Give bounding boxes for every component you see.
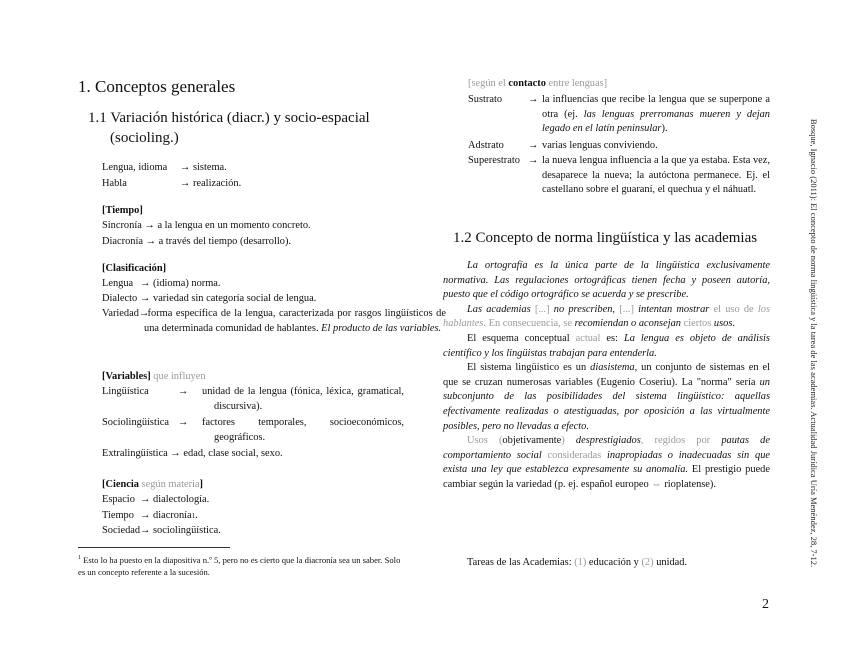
def-linguistica: unidad de la lengua (fónica, léxica, gramatical, discursiva).	[202, 386, 404, 412]
page-number: 2	[762, 597, 769, 612]
ciencia-heading-gray: según materia	[141, 479, 200, 490]
arrow: →	[140, 525, 151, 536]
def-diacronia: a través del tiempo (desarrollo).	[158, 236, 292, 247]
arrow: →	[170, 448, 181, 459]
paragraph-academias: Las academias [...] no prescriben, [...] intentan mostrar el uso de los hablantes. En consecuencia, se recomiendan o aconsejan ciertos usos.	[443, 303, 771, 330]
term-sociedad: Sociedad	[102, 525, 141, 536]
arrow: →	[145, 236, 156, 247]
arrow: →	[140, 278, 151, 289]
def-sincronia: a la lengua en un momento concreto.	[157, 220, 311, 231]
def-sociedad: sociolingüística.	[153, 525, 221, 536]
term-espacio: Espacio	[102, 494, 135, 505]
norma-text	[443, 259, 770, 493]
term-habla: Habla	[102, 178, 127, 189]
arrow: →	[528, 155, 539, 166]
ciencia-heading: [Ciencia	[102, 479, 139, 490]
tareas-line: Tareas de las Academias: (1) educación y (2) unidad.	[467, 557, 688, 568]
footnote-divider	[78, 547, 230, 548]
term-lengua: Lengua	[102, 278, 134, 289]
term-sustrato: Sustrato	[468, 94, 503, 105]
term-diacronia: Diacronía	[102, 236, 143, 247]
def-lengua: (idioma) norma.	[153, 278, 221, 289]
def-habla: realización.	[193, 178, 242, 189]
def-superestrato: la nueva lengua influencia a la que ya estaba. Esta vez, desaparece la nueva; la autóctona permanece. Ej. el castellano sobre el guaraní, el quechua y el náhuatl.	[542, 155, 770, 196]
variables-heading-gray: que influyen	[153, 371, 206, 382]
arrow: →	[178, 417, 189, 428]
paragraph-usos: Usos (objetivamente) desprestigiados, regidos por pautas de comportamiento social consideradas inapropiadas o inadecuadas sin que exista una ley que establezca expresamente su anomalía. El prestigio puede cambiar según la variedad (p. ej. español europeo ⇔ rioplatense).	[443, 435, 770, 490]
term-linguistica: Lingüística	[102, 386, 149, 397]
heading-1-2: 1.2 Concepto de norma lingüística y las academias	[453, 230, 758, 246]
def-variedad: forma específica de la lengua, caracterizada por rasgos lingüísticos de una determinada comunidad de hablantes.	[144, 308, 446, 334]
arrow: →	[528, 94, 539, 105]
term-dialecto: Dialecto	[102, 293, 138, 304]
variables-heading: [Variables]	[102, 371, 151, 382]
arrow: →	[180, 178, 191, 189]
arrow: →	[140, 510, 151, 521]
arrow: →	[180, 162, 191, 173]
paragraph-ortografia: La ortografía es la única parte de la lingüística exclusivamente normativa. Las regulaciones ortográficas tienen fecha y poseen autoría, puesto que el código ortográfico se acuerda y se prescribe.	[443, 260, 770, 301]
def-tiempo: diacronía	[153, 510, 192, 521]
term-tiempo: Tiempo	[102, 510, 134, 521]
term-adstrato: Adstrato	[468, 140, 504, 151]
tiempo-heading: [Tiempo]	[102, 205, 143, 216]
term-lengua-idioma: Lengua, idioma	[102, 162, 168, 173]
arrow: →	[178, 386, 189, 397]
footnote-mark: 1	[78, 555, 81, 561]
heading-1-1-text: 1.1 Variación histórica (diacr.) y socio-espacial (socioling.)	[88, 110, 370, 146]
footnote-text: Esto lo ha puesto en la diapositiva n.º 5, pero no es cierto que la diacronía sea un saber. Solo es un concepto referente a la sucesión.	[78, 554, 401, 577]
term-superestrato: Superestrato	[468, 155, 520, 166]
page: 1. Conceptos generales 1.1 Variación histórica (diacr.) y socio-espacial (socioling.) Lengua, idioma → sistema. Habla → realización. [Tiempo] Sincronía → a la lengua en un momento concreto. Diacronía → a través del tiempo (desarrollo). [Clasificación] Lengua → (idioma) norma. Dialecto → variedad sin categoría social de lengua. Variedad→ forma específica de la lengua, caracterizada por rasgos lingüísticos de una determinada comunidad de hablantes. El producto de las variables. [Variables] que influyen Lingüística → unidad de la lengua (fónica, léxica, gramatical, discursiva). Sociolingüística → factores temporales, socioeconómicos, geográficos. Extralingüística → edad, clase social, sexo. [Ciencia según materia] Espacio → dialectología. Tiempo → diacronía 1 . Sociedad → sociolingüística. $^1$ Esto lo ha puesto en la diapositiva n.º 5, pero no es cierto que la diacronía sea un saber. Solo es un concepto referente a la sucesión. [según el contacto entre lenguas] Sustrato → la influencias que recibe la lengua que se superpone a otra (ej. las lenguas prerromanas mueren y dejan legado en el latín peninsular). Adstrato → varias lenguas conviviendo. Superestrato → la nueva lengua influencia a la que ya estaba. Esta vez, desaparece la nueva; la autóctona permanece. Ej. el castellano sobre el guaraní, el quechua y el náhuatl. 1.2 Concepto de norma lingüística y las academias La ortografía es la única parte de la lingüística exclusivamente normativa. Las regulaciones ortográficas tienen fecha y poseen autoría, puesto que el código ortográfico se acuerda y se prescribe. Las academias [...] no prescriben, [...] intentan mostrar el uso de los hablantes. En consecuencia, se recomiendan o aconsejan ciertos usos. El esquema conceptual actual es: La lengua es objeto de análisis científico y los lingüistas trabajan para entenderla. El sistema lingüístico es un diasistema, un conjunto de sistemas en el que se cruzan numerosas variables (Eugenio Coseriu). La "norma" sería un subconjunto de las posibilidades del sistema lingüístico: aquellas efectivamente realizadas o atestiguadas, por oposición a las virtualmente posibles, pero no llevadas a efecto. Usos (objetivamente) desprestigiados, regidos por pautas de comportamiento social consideradas inapropiadas o inadecuadas sin que exista una ley que establezca expresamente su anomalía. El prestigio puede cambiar según la variedad (p. ej. español europeo ⇔ rioplatense). Tareas de las Academias: (1) educación y (2) unidad. 2 Bosque, Ignacio (2011): El concepto de norma lingüística y la tarea de las academias. Actualidad Jurídica Uría Menéndez, 28, 7-12.	[0, 0, 848, 655]
footnote-ref: 1	[191, 512, 196, 520]
def-adstrato: varias lenguas conviviendo.	[542, 140, 658, 151]
term-variedad: Variedad→	[102, 308, 150, 319]
clasificacion-heading: [Clasificación]	[102, 263, 167, 274]
def-sustrato: la influencias que recibe la lengua que se superpone a otra (ej. las lenguas prerromanas mueren y dejan legado en el latín peninsular).	[542, 94, 771, 135]
def-extralinguistica: edad, clase social, sexo.	[183, 448, 283, 459]
contacto-heading: [según el contacto entre lenguas]	[468, 78, 608, 89]
arrow: →	[140, 494, 151, 505]
paragraph-diasistema: El sistema lingüístico es un diasistema, un conjunto de sistemas en el que se cruzan numerosas variables (Eugenio Coseriu). La "norma" sería un subconjunto de las posibilidades del sistema lingüístico: aquellas efectivamente realizadas o atestiguadas, por oposición a las virtualmente posibles, pero no llevadas a efecto.	[443, 362, 770, 432]
heading-1: 1. Conceptos generales	[78, 77, 236, 96]
def-espacio: dialectología.	[153, 494, 210, 505]
def-lengua-idioma: sistema.	[193, 162, 227, 173]
term-extralinguistica: Extralingüística	[102, 448, 168, 459]
term-sociolinguistica: Sociolingüística	[102, 417, 169, 428]
footnote	[78, 552, 408, 578]
term-sincronia: Sincronía	[102, 220, 142, 231]
def-dialecto: variedad sin categoría social de lengua.	[153, 293, 317, 304]
variedad-entry	[102, 307, 446, 336]
heading-1-1	[88, 108, 410, 148]
ciencia-heading-close: ]	[199, 479, 204, 490]
paragraph-esquema: El esquema conceptual actual es: La lengua es objeto de análisis científico y los lingüistas trabajan para entenderla.	[443, 332, 770, 359]
citation-sidebar	[804, 74, 824, 612]
def-variedad-italic: El producto de las variables.	[321, 322, 442, 334]
arrow: →	[528, 140, 539, 151]
arrow: →	[140, 293, 151, 304]
arrow: →	[144, 220, 155, 231]
citation-text: Bosque, Ignacio (2011): El concepto de norma lingüística y la tarea de las academias. Actualidad Jurídica Uría Menéndez, 28, 7-12.	[809, 118, 819, 568]
def-sociolinguistica: factores temporales, socioeconómicos, geográficos.	[202, 417, 404, 443]
